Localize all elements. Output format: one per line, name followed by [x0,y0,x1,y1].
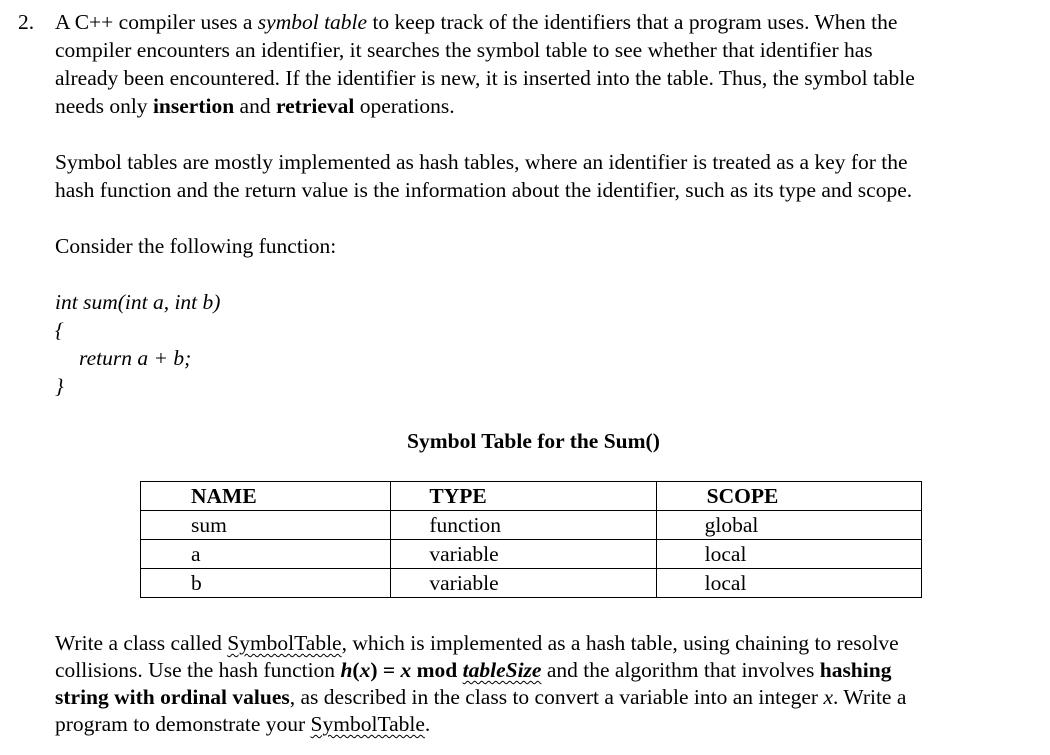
text-span: operations. [354,94,455,118]
cell-type [391,511,656,540]
cell-text: local [704,571,747,595]
cell-scope [656,569,921,598]
header-scope-text: SCOPE [706,484,779,508]
para1-line1 [55,9,897,35]
code-line2: { [55,318,64,342]
symbol-table [140,481,922,598]
question-number: 2. [18,10,35,34]
cell-text: b [191,571,202,595]
para1-line4 [55,93,455,119]
text-span: , which is implemented as a hash table, using chaining to resolve [341,631,899,655]
code-line3: return a + b; [79,346,192,370]
para4-line1 [55,630,899,656]
table-header-row [141,482,922,511]
text-span: . [424,712,431,736]
text-span: to keep track of the identifiers that a program uses. When the [367,10,898,34]
cell-text: variable [429,571,499,595]
term-hashing: hashing [819,658,892,682]
text-span: needs only [55,94,153,118]
hash-fn-x2: x [400,658,412,682]
term-retrieval: retrieval [275,94,355,118]
term-symboltable: SymbolTable [227,631,342,655]
text-span: collisions. Use the hash function [55,658,341,682]
code-line4: } [55,374,64,398]
para1-line2: compiler encounters an identifier, it searches the symbol table to see whether that identifier has [55,38,873,62]
cell-name [141,569,391,598]
cell-type [391,540,656,569]
code-line1: int sum(int a, int b) [55,290,221,314]
text-span: A C++ compiler uses a [55,10,258,34]
term-symboltable-2: SymbolTable [310,712,425,736]
var-x: x [823,685,834,709]
cell-text: function [429,513,502,537]
hash-fn-paren-open: ( [352,658,360,682]
text-span: , as described in the class to convert a variable into an integer [289,685,824,709]
header-name [141,482,391,511]
header-type-text: TYPE [429,484,487,508]
para1-line3: already been encountered. If the identifier is new, it is inserted into the table. Thus, the symbol table [55,66,915,90]
cell-text: global [704,513,759,537]
table-title: Symbol Table for the Sum() [407,429,660,453]
cell-text: variable [429,542,499,566]
cell-name [141,511,391,540]
cell-text: a [191,542,201,566]
cell-type [391,569,656,598]
para4-line3 [55,684,906,710]
header-type [391,482,656,511]
cell-text: sum [191,513,227,537]
table-row [141,540,922,569]
table-row [141,569,922,598]
header-scope [656,482,921,511]
hash-fn-eq: ) = [370,658,401,682]
para2-line1: Symbol tables are mostly implemented as hash tables, where an identifier is treated as a key for the [55,150,908,174]
cell-scope [656,511,921,540]
text-span: . Write a [833,685,907,709]
cell-scope [656,540,921,569]
term-insertion: insertion [152,94,235,118]
table-row [141,511,922,540]
cell-text: local [704,542,747,566]
para3-line: Consider the following function: [55,234,337,258]
term-ordinal: string with ordinal values [55,685,290,709]
text-span: Write a class called [55,631,228,655]
hash-fn-mod: mod [411,658,463,682]
para4-line4 [55,711,430,737]
cell-name [141,540,391,569]
text-span: program to demonstrate your [55,712,311,736]
para2-line2: hash function and the return value is the information about the identifier, such as its type and scope. [55,178,913,202]
hash-fn-tablesize: tableSize [462,658,542,682]
para4-line2 [55,657,891,683]
header-name-text: NAME [191,484,257,508]
text-span: and [234,94,276,118]
hash-fn-h: h [340,658,353,682]
hash-fn-x: x [359,658,371,682]
term-symbol-table: symbol table [257,10,368,34]
text-span: and the algorithm that involves [541,658,820,682]
